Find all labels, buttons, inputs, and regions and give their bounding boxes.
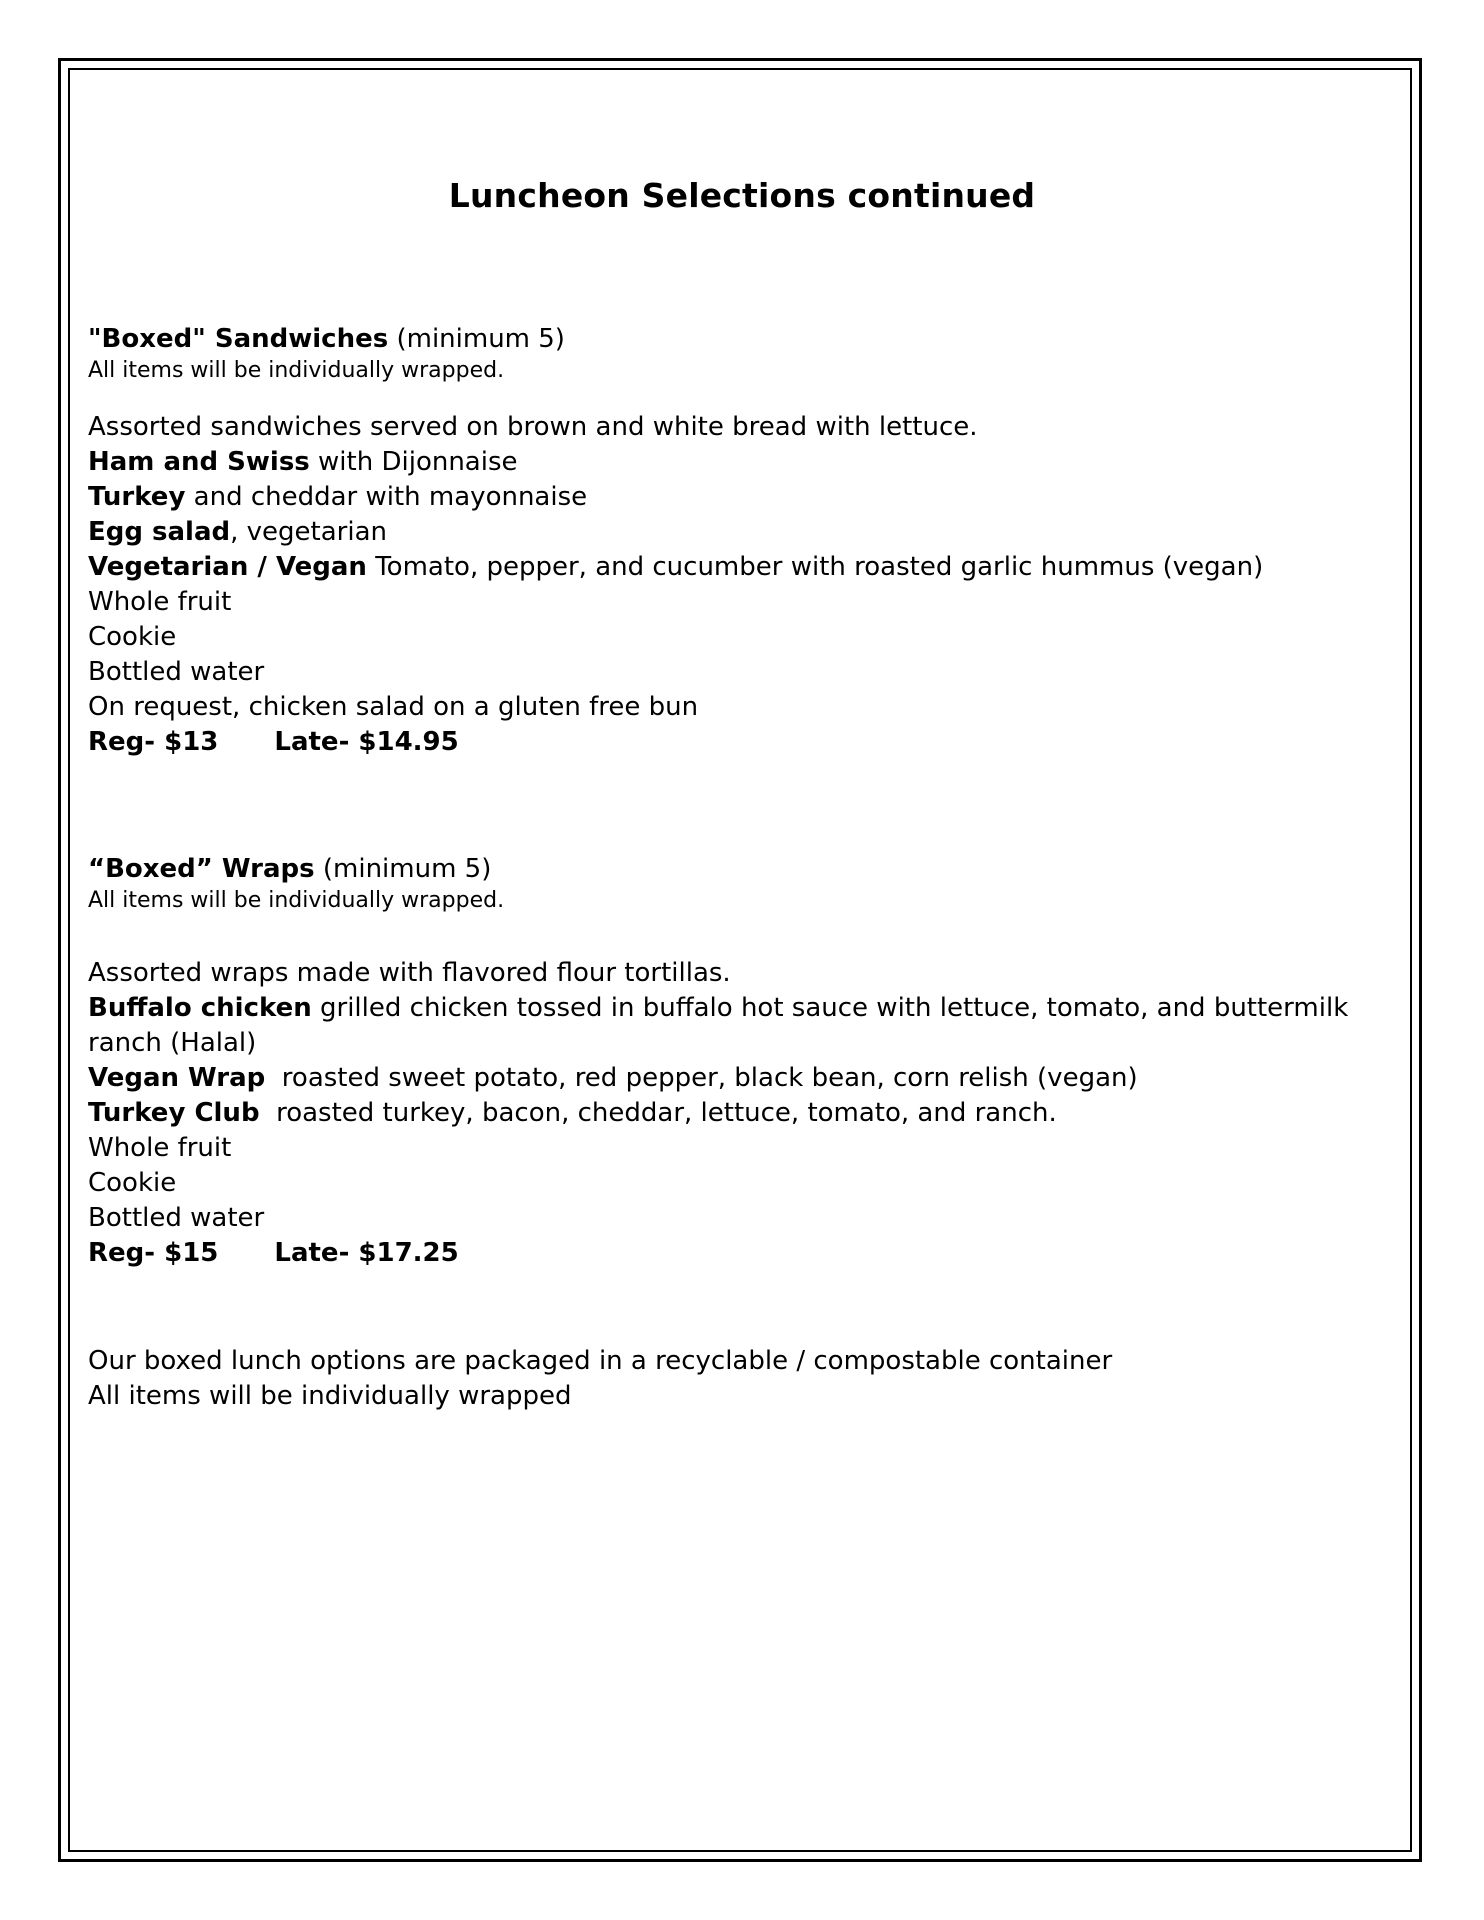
sandwiches-heading (88, 322, 1408, 357)
wraps-price-reg: Reg- $15 (88, 1238, 219, 1268)
page-title: Luncheon Selections continued (448, 176, 1036, 215)
wrap-item-name: Buffalo chicken (88, 993, 312, 1023)
wrap-item-name: Vegan Wrap (88, 1063, 266, 1093)
wraps-wrapped-note: All items will be individually wrapped. (88, 888, 505, 913)
sandwich-extra: Cookie (88, 622, 177, 652)
sandwich-item (88, 515, 1408, 550)
sandwich-item (88, 550, 1408, 585)
wrap-item-desc: roasted sweet potato, red pepper, black bean, corn relish (vegan) (265, 1063, 1138, 1093)
wrap-item (88, 991, 1408, 1061)
sandwiches-name: "Boxed" Sandwiches (88, 324, 389, 354)
sandwich-item-name: Turkey (88, 482, 186, 512)
wraps-minimum: (minimum 5) (322, 854, 492, 884)
sandwiches-price-reg: Reg- $13 (88, 727, 219, 757)
sandwich-item-desc: and cheddar with mayonnaise (185, 482, 588, 512)
wraps-price (88, 1236, 1408, 1271)
sandwich-item-desc: , vegetarian (230, 517, 387, 547)
footer-line-2: All items will be individually wrapped (88, 1381, 572, 1411)
footer-note (88, 1344, 1408, 1414)
wraps-intro: Assorted wraps made with flavored flour tortillas. (88, 958, 731, 988)
sandwich-item-name: Ham and Swiss (88, 447, 310, 477)
sandwiches-wrapped-note: All items will be individually wrapped. (88, 358, 505, 383)
wraps-section (88, 852, 1408, 915)
wraps-list (88, 956, 1408, 1271)
wraps-heading (88, 852, 1408, 887)
wrap-extra: Bottled water (88, 1203, 265, 1233)
wrap-item-desc: roasted turkey, bacon, cheddar, lettuce, tomato, and ranch. (259, 1098, 1057, 1128)
sandwiches-minimum: (minimum 5) (396, 324, 565, 354)
wraps-price-late: Late- $17.25 (274, 1238, 459, 1268)
sandwiches-list (88, 410, 1408, 760)
wrap-extra: Whole fruit (88, 1133, 232, 1163)
sandwiches-intro: Assorted sandwiches served on brown and white bread with lettuce. (88, 412, 978, 442)
sandwich-item-name: Egg salad (88, 517, 231, 547)
wrap-item-desc: grilled chicken tossed in buffalo hot sauce with lettuce, tomato, and buttermilk ranch (Halal) (88, 993, 1349, 1058)
sandwiches-price (88, 725, 1408, 760)
sandwich-item-name: Vegetarian / Vegan (88, 552, 367, 582)
sandwich-extra: On request, chicken salad on a gluten free bun (88, 692, 699, 722)
wrap-extra: Cookie (88, 1168, 177, 1198)
sandwich-item-desc: with Dijonnaise (309, 447, 518, 477)
wrap-item (88, 1061, 1408, 1096)
sandwich-item (88, 480, 1408, 515)
sandwich-extra: Bottled water (88, 657, 265, 687)
wrap-item-name: Turkey Club (88, 1098, 260, 1128)
sandwich-item-desc: Tomato, pepper, and cucumber with roasted garlic hummus (vegan) (366, 552, 1264, 582)
sandwich-extra: Whole fruit (88, 587, 232, 617)
wraps-name: “Boxed” Wraps (88, 854, 315, 884)
sandwich-item (88, 445, 1408, 480)
sandwiches-price-late: Late- $14.95 (274, 727, 459, 757)
wrap-item (88, 1096, 1408, 1131)
sandwiches-section (88, 322, 1408, 385)
footer-line-1: Our boxed lunch options are packaged in a recyclable / compostable container (88, 1346, 1113, 1376)
